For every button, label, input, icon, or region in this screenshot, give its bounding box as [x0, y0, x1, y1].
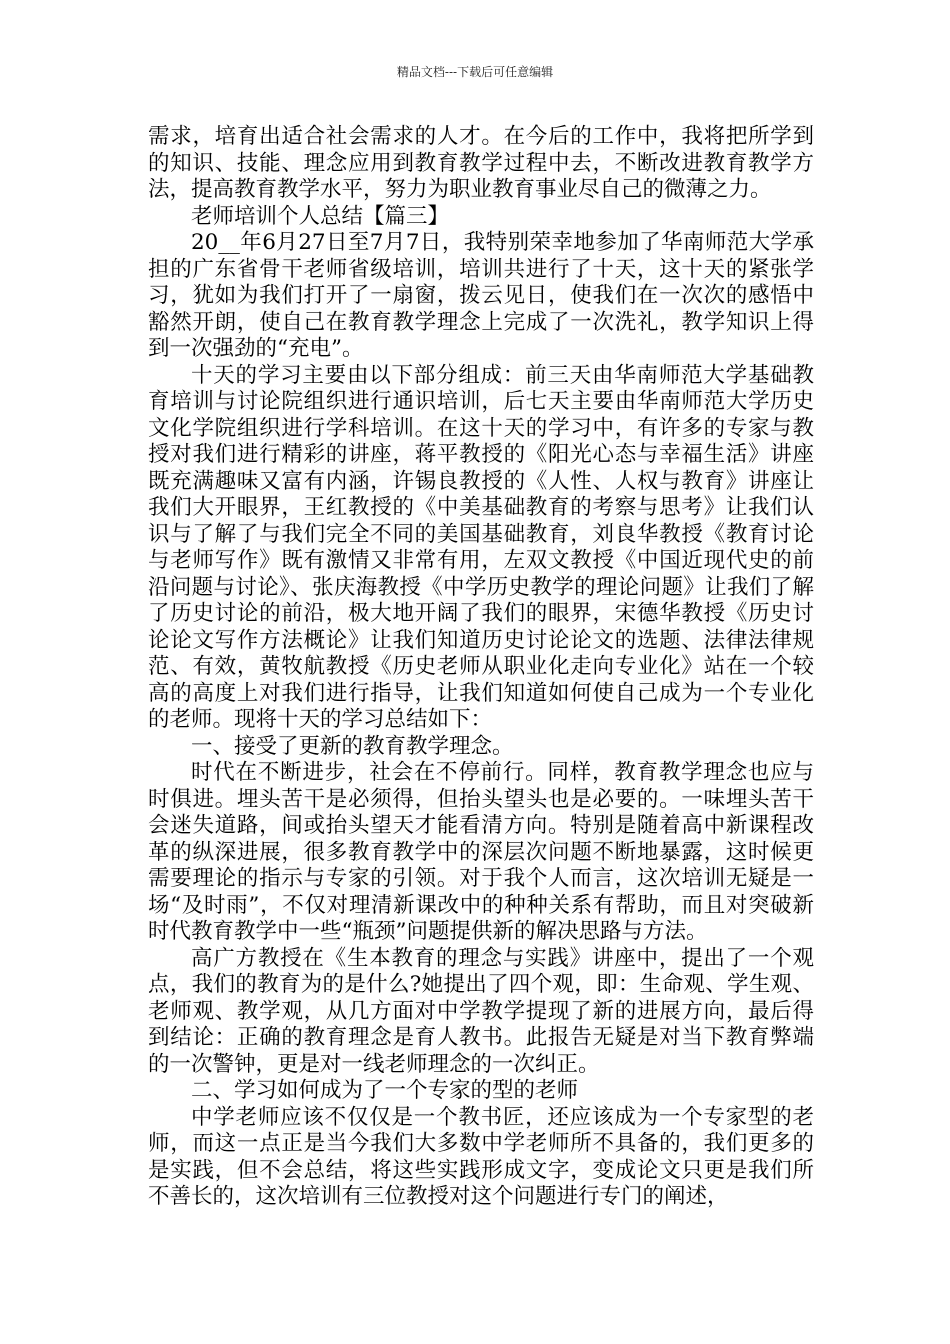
page-header: 精品文档---下载后可任意编辑: [396, 65, 554, 79]
heading-point-2: 二、学习如何成为了一个专家的型的老师: [191, 1078, 579, 1103]
paragraph-4: 时代在不断进步，社会在不停前行。同样，教育教学理念也应与时俱进。埋头苦干是必须得，但抬头望头也是必要的。一味埋头苦干会迷失道路，间或抬头望天才能看清方向。特别是随着高中新课程改革的纵深进展，很多教育教学中的深层次问题不断地暴露，这时候更需要理论的指示与专家的引领。对于我个人而言，这次培训无疑是一场“及时雨”，不仅对理清新课改中的种种关系有帮助，而且对突破新时代教育教学中一些“瓶颈”问题提供新的解决思路与方法。: [148, 760, 814, 944]
heading-point-1: 一、接受了更新的教育教学理念。: [191, 733, 514, 759]
paragraph-6: 中学老师应该不仅仅是一个教书匠，还应该成为一个专家型的老师，而这一点正是当今我们大多数中学老师所不具备的，我们更多的是实践，但不会总结，将这些实践形成文字，变成论文只更是我们所不善长的，这次培训有三位教授对这个问题进行专门的阐述，: [148, 1104, 814, 1209]
paragraph-2: 20__年6月27日至7月7日，我特别荣幸地参加了华南师范大学承担的广东省骨干老师省级培训，培训共进行了十天，这十天的紧张学习，犹如为我们打开了一扇窗，拨云见日，使我们在一次次的感悟中豁然开朗，使自己在教育教学理念上完成了一次洗礼，教学知识上得到一次强劲的“充电”。: [148, 230, 814, 361]
section-title-part3: 老师培训个人总结【篇三】: [191, 203, 450, 229]
document-body: [148, 124, 814, 1211]
paragraph-5: 高广方教授在《生本教育的理念与实践》讲座中，提出了一个观点，我们的教育为的是什么?她提出了四个观，即：生命观、学生观、老师观、教学观，从几方面对中学教学提现了新的进展方向，最后得到结论：正确的教育理念是育人教书。此报告无疑是对当下教育弊端的一次警钟，更是对一线老师理念的一次纠正。: [148, 945, 814, 1077]
paragraph-3: 十天的学习主要由以下部分组成：前三天由华南师范大学基础教育培训与讨论院组织进行通识培训，后七天主要由华南师范大学历史文化学院组织进行学科培训。在这十天的学习中，有许多的专家与教授对我们进行精彩的讲座，蒋平教授的《阳光心态与幸福生活》讲座既充满趣味又富有内涵，许锡良教授的《人性、人权与教育》讲座让我们大开眼界，王红教授的《中美基础教育的考察与思考》让我们认识与了解了与我们完全不同的美国基础教育，刘良华教授《教育讨论与老师写作》既有激情又非常有用，左双文教授《中国近现代史的前沿问题与讨论》、张庆海教授《中学历史教学的理论问题》让我们了解了历史讨论的前沿，极大地开阔了我们的眼界，宋德华教授《历史讨论论文写作方法概论》让我们知道历史讨论论文的选题、法律法律规范、有效，黄牧航教授《历史老师从职业化走向专业化》站在一个较高的高度上对我们进行指导，让我们知道如何使自己成为一个专业化的老师。现将十天的学习总结如下：: [148, 362, 814, 732]
paragraph-1: 需求，培育出适合社会需求的人才。在今后的工作中，我将把所学到的知识、技能、理念应用到教育教学过程中去，不断改进教育教学方法，提高教育教学水平，努力为职业教育事业尽自己的微薄之力。: [148, 124, 814, 202]
